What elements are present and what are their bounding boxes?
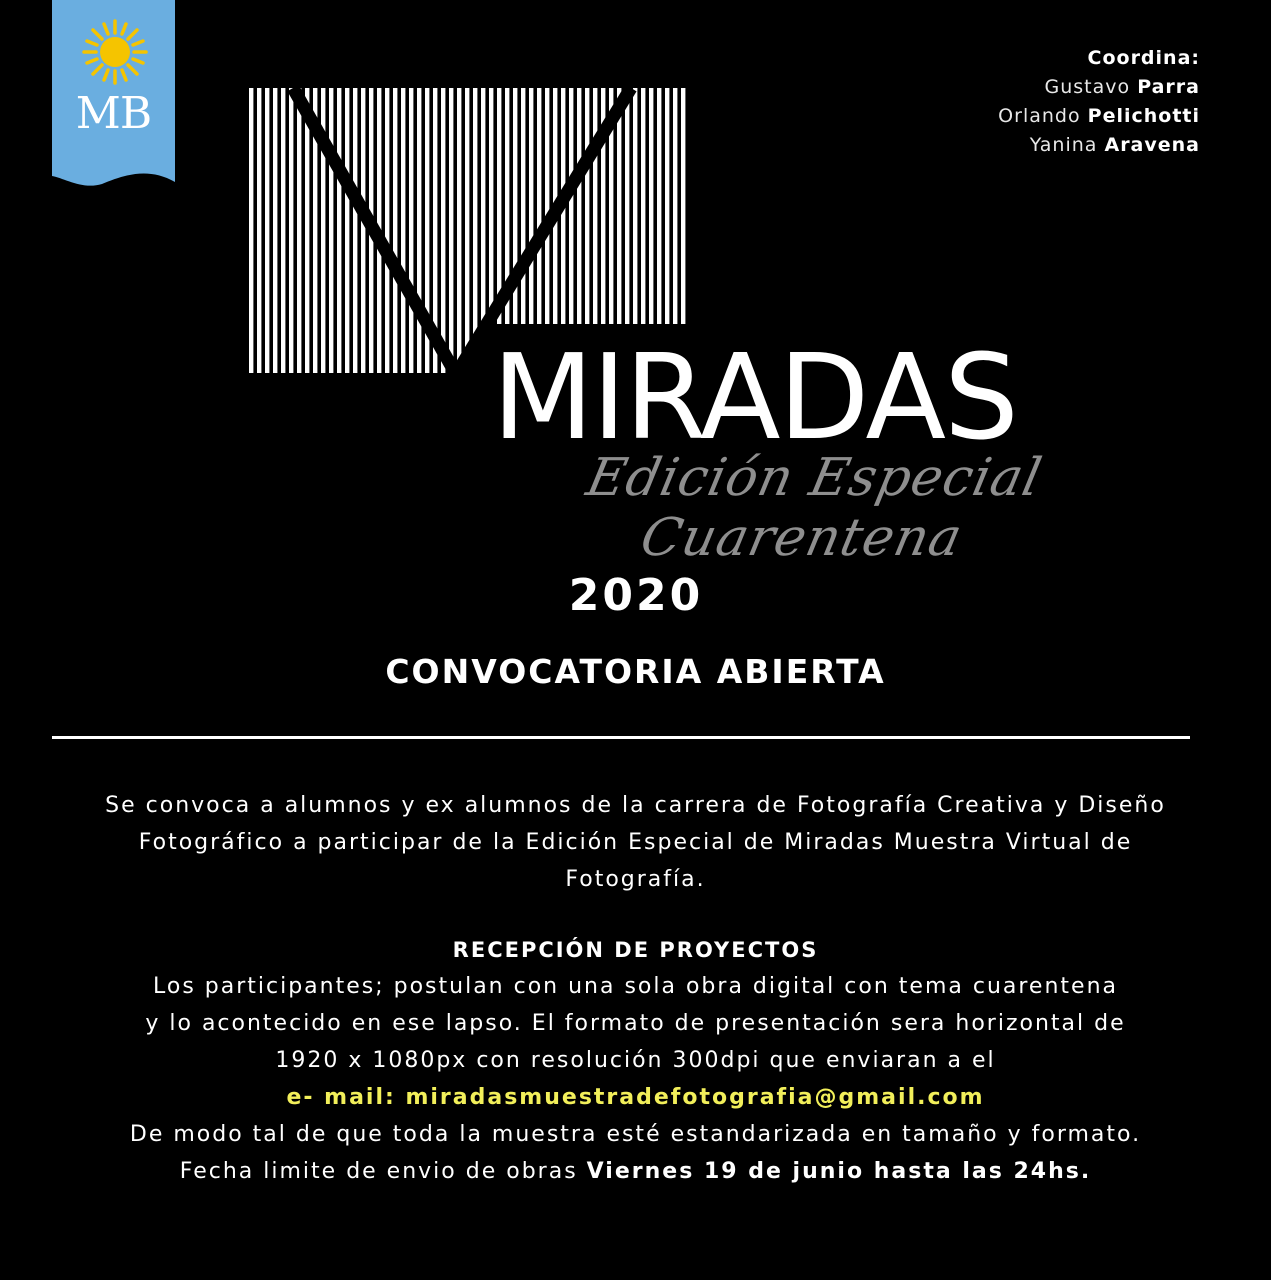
event-year [0,570,1271,621]
mb-logo-badge [52,0,175,190]
sun-icon [84,21,146,83]
reception-paragraph [40,968,1231,1190]
intro-line: Fotografía. [565,867,706,892]
coordination-credits [998,44,1200,160]
coordinator-2 [998,102,1200,131]
coordinator-1 [998,73,1200,102]
reception-line: De modo tal de que toda la muestra esté estandarizada en tamaño y formato. [129,1122,1142,1147]
last-name: Aravena [1104,134,1200,156]
reception-line: 1920 x 1080px con resolución 300dpi que enviaran a el [275,1048,996,1073]
event-subtitle: Edición Especial Cuarentena [581,448,1048,568]
first-name: Yanina [1029,134,1098,156]
email-link[interactable]: e- mail: miradasmuestradefotografia@gmail.com [286,1085,985,1110]
intro-line: Fotográfico a participar de la Edición Especial de Miradas Muestra Virtual de [138,830,1133,855]
reception-line: y lo acontecido en ese lapso. El formato de presentación sera horizontal de [145,1011,1126,1036]
coordinator-3 [998,131,1200,160]
event-title: MIRADAS [492,328,1017,466]
deadline-line [40,1153,1231,1190]
deadline-prefix: Fecha limite de envio de obras [179,1159,587,1184]
intro-line: Se convoca a alumnos y ex alumnos de la carrera de Fotografía Creativa y Diseño [105,793,1166,818]
deadline-date: Viernes 19 de junio hasta las 24hs. [586,1159,1092,1184]
open-call-heading: CONVOCATORIA ABIERTA [385,652,886,691]
last-name: Parra [1137,76,1200,98]
last-name: Pelichotti [1087,105,1200,127]
first-name: Orlando [998,105,1081,127]
year-text: 2020 [568,570,704,621]
first-name: Gustavo [1044,76,1131,98]
intro-paragraph [40,787,1231,898]
divider [52,736,1190,739]
reception-line: Los participantes; postulan con una sola obra digital con tema cuarentena [152,974,1118,999]
coordination-heading: Coordina: [1087,47,1200,69]
reception-heading: RECEPCIÓN DE PROYECTOS [452,938,819,962]
badge-text: MB [75,88,152,139]
